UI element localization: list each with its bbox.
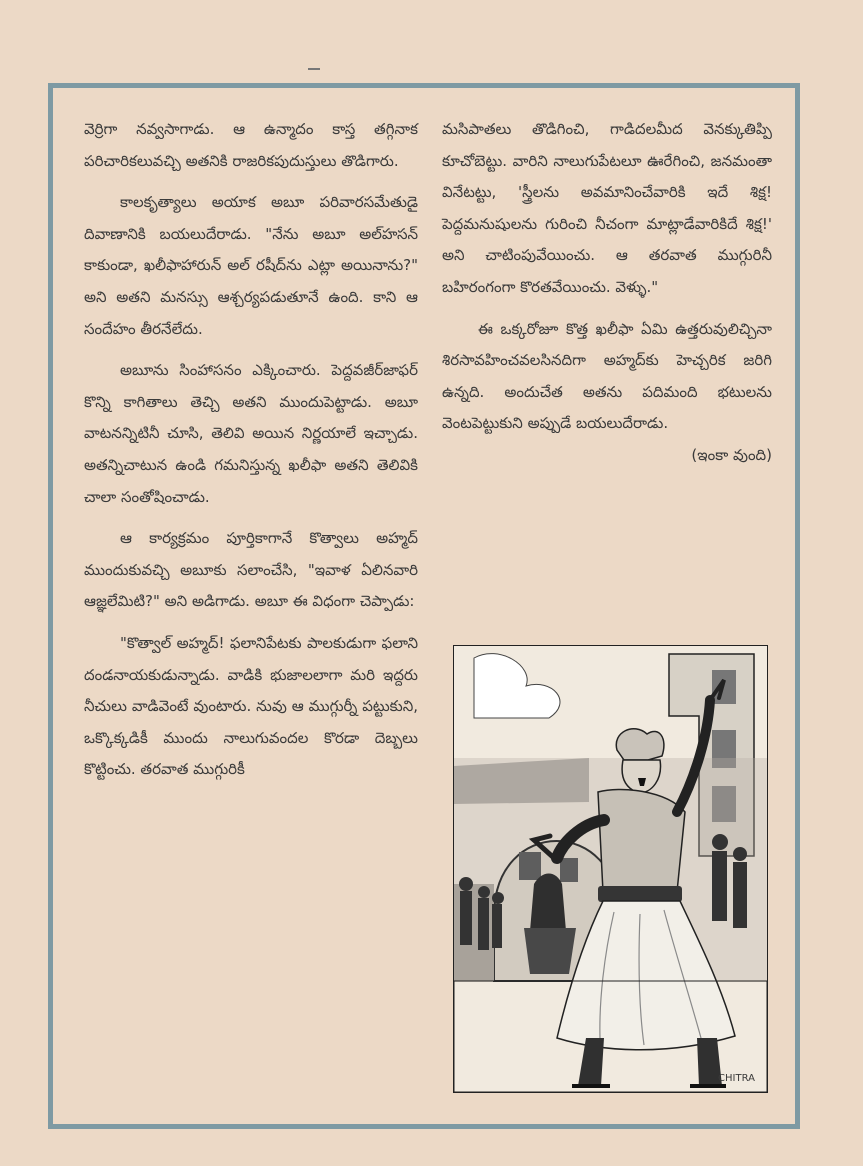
right-paragraph-1: మసిపాతలు తొడిగించి, గాడిదలమీద వెనక్కుతిప్పి కూచోబెట్టు. వారిని నాలుగుపేటలూ ఊరేగించి, జనమంతా వినేటట్టు, 'స్త్రీలను అవమానించేవారికి ఇదే శిక్ష! పెద్దమనుషులను గురించి నీచంగా మాట్లాడేవారికిదే శిక్ష!' అని చాటింపువేయించు. ఆ తరవాత ముగ్గురినీ బహిరంగంగా కొరతవేయించు. వెళ్ళు." bbox=[442, 120, 772, 296]
illustration-panel bbox=[453, 645, 768, 1093]
top-dash-mark bbox=[308, 68, 320, 70]
left-paragraph-2: కాలకృత్యాలు అయాక అబూ పరివారసమేతుడై దివాణానికి బయలుదేరాడు. "నేను అబూ అల్‌హసన్ కాకుండా, ఖలీఫాహారున్ అల్ రషీద్‌ను ఎట్లా అయినాను?" అని అతని మనస్సు ఆశ్చర్యపడుతూనే ఉంది. కాని ఆ సందేహం తీరనేలేదు. bbox=[84, 193, 418, 338]
left-paragraph-4: ఆ కార్యక్రమం పూర్తికాగానే కొత్వాలు అహ్మద్ ముందుకువచ్చి అబూకు సలాంచేసి, "ఇవాళ ఏలినవారి ఆజ్ఞలేమిటి?" అని అడిగాడు. అబూ ఈ విధంగా చెప్పాడు: bbox=[84, 529, 418, 611]
left-paragraph-3: అబూను సింహాసనం ఎక్కించారు. పెద్దవజీర్‌జాఫర్ కొన్ని కాగితాలు తెచ్చి అతని ముందుపెట్టాడు. అబూ వాటనన్నిటినీ చూసి, తెలివి అయిన నిర్ణయాలే ఇచ్చాడు. అతన్నిచాటున ఉండి గమనిస్తున్న ఖలీఫా అతని తెలివికి చాలా సంతోషించాడు. bbox=[84, 361, 418, 506]
left-paragraph-5: "కొత్వాల్ అహ్మద్! ఫలానిపేటకు పాలకుడుగా ఫలాని దండనాయకుడున్నాడు. వాడికి భుజాలలాగా మరి ఇద్దరు నీచులు వాడివెంటే వుంటారు. నువు ఆ ముగ్గుర్నీ పట్టుకుని, ఒక్కొక్కడికీ ముందు నాలుగువందల కొరడా దెబ్బలు కొట్టించు. తరవాత ముగ్గురికీ bbox=[84, 633, 418, 779]
right-text-column bbox=[442, 114, 772, 482]
left-text-column bbox=[84, 114, 418, 796]
illustration-signature: CHITRA bbox=[718, 1073, 755, 1084]
to-be-continued-label: (ఇంకా వుంది) bbox=[691, 445, 772, 464]
left-paragraph-1: వెర్రిగా నవ్వసాగాడు. ఆ ఉన్మాదం కాస్త తగ్గినాక పరిచారికలువచ్చి అతనికి రాజరికపుదుస్తులు తొడిగారు. bbox=[84, 120, 418, 170]
right-paragraph-2-text: ఈ ఒక్కరోజూ కొత్త ఖలీఫా ఏమి ఉత్తరువులిచ్చినా శిరసావహించవలసినదిగా అహ్మద్‌కు హెచ్చరిక జరిగి ఉన్నది. అందుచేత అతను పదిమంది భటులను వెంటపెట్టుకుని అప్పుడే బయలుదేరాడు. bbox=[442, 319, 772, 433]
right-paragraph-2 bbox=[442, 314, 772, 472]
illustration-man-pointing-icon bbox=[454, 646, 767, 1092]
